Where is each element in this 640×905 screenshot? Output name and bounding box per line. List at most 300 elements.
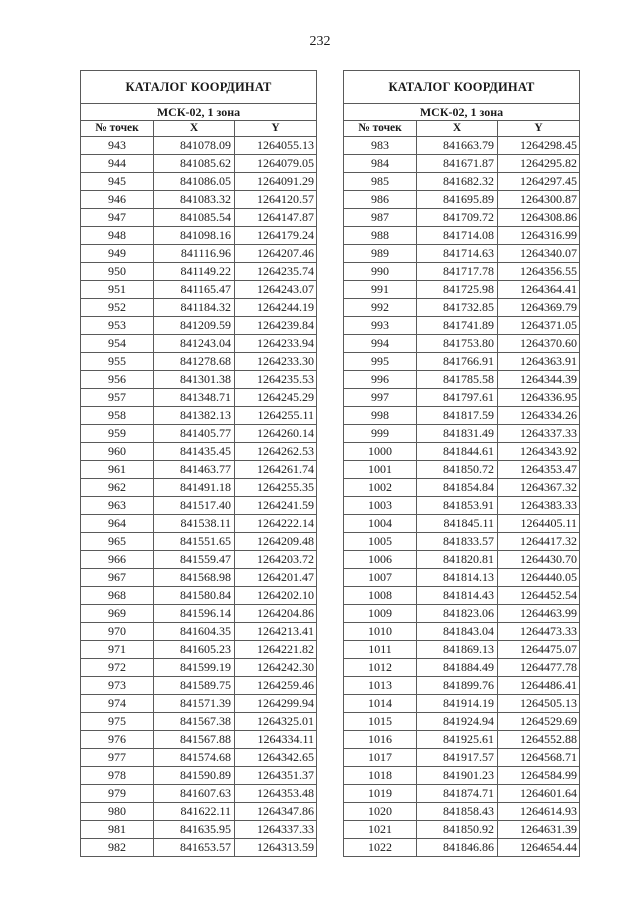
y-coordinate-cell: 1264325.01 bbox=[235, 713, 317, 731]
point-number-cell: 979 bbox=[81, 785, 154, 803]
y-coordinate-cell: 1264440.05 bbox=[498, 569, 580, 587]
coordinate-zone: МСК-02, 1 зона bbox=[81, 104, 317, 121]
y-coordinate-cell: 1264261.74 bbox=[235, 461, 317, 479]
x-coordinate-cell: 841574.68 bbox=[154, 749, 235, 767]
x-coordinate-cell: 841844.61 bbox=[417, 443, 498, 461]
x-coordinate-cell: 841622.11 bbox=[154, 803, 235, 821]
column-header-x: X bbox=[417, 121, 498, 137]
point-number-cell: 987 bbox=[344, 209, 417, 227]
point-number-cell: 943 bbox=[81, 137, 154, 155]
table-row bbox=[344, 749, 580, 767]
y-coordinate-cell: 1264241.59 bbox=[235, 497, 317, 515]
x-coordinate-cell: 841753.80 bbox=[417, 335, 498, 353]
x-coordinate-cell: 841831.49 bbox=[417, 425, 498, 443]
y-coordinate-cell: 1264337.33 bbox=[498, 425, 580, 443]
y-coordinate-cell: 1264417.32 bbox=[498, 533, 580, 551]
x-coordinate-cell: 841605.23 bbox=[154, 641, 235, 659]
table-body bbox=[344, 137, 580, 857]
x-coordinate-cell: 841850.92 bbox=[417, 821, 498, 839]
table-row bbox=[344, 695, 580, 713]
point-number-cell: 944 bbox=[81, 155, 154, 173]
table-row bbox=[344, 191, 580, 209]
point-number-cell: 974 bbox=[81, 695, 154, 713]
table-row bbox=[81, 299, 317, 317]
point-number-cell: 949 bbox=[81, 245, 154, 263]
table-row bbox=[81, 677, 317, 695]
table-row bbox=[81, 515, 317, 533]
x-coordinate-cell: 841567.88 bbox=[154, 731, 235, 749]
x-coordinate-cell: 841853.91 bbox=[417, 497, 498, 515]
table-row bbox=[81, 713, 317, 731]
table-row bbox=[81, 407, 317, 425]
table-row bbox=[344, 497, 580, 515]
point-number-cell: 954 bbox=[81, 335, 154, 353]
x-coordinate-cell: 841463.77 bbox=[154, 461, 235, 479]
y-coordinate-cell: 1264204.86 bbox=[235, 605, 317, 623]
x-coordinate-cell: 841567.38 bbox=[154, 713, 235, 731]
point-number-cell: 983 bbox=[344, 137, 417, 155]
y-coordinate-cell: 1264351.37 bbox=[235, 767, 317, 785]
point-number-cell: 967 bbox=[81, 569, 154, 587]
table-row bbox=[344, 353, 580, 371]
x-coordinate-cell: 841083.32 bbox=[154, 191, 235, 209]
point-number-cell: 957 bbox=[81, 389, 154, 407]
y-coordinate-cell: 1264342.65 bbox=[235, 749, 317, 767]
table-row bbox=[344, 407, 580, 425]
point-number-cell: 1009 bbox=[344, 605, 417, 623]
x-coordinate-cell: 841559.47 bbox=[154, 551, 235, 569]
y-coordinate-cell: 1264235.74 bbox=[235, 263, 317, 281]
y-coordinate-cell: 1264364.41 bbox=[498, 281, 580, 299]
point-number-cell: 1015 bbox=[344, 713, 417, 731]
x-coordinate-cell: 841599.19 bbox=[154, 659, 235, 677]
point-number-cell: 1004 bbox=[344, 515, 417, 533]
x-coordinate-cell: 841846.86 bbox=[417, 839, 498, 857]
table-row bbox=[81, 767, 317, 785]
y-coordinate-cell: 1264262.53 bbox=[235, 443, 317, 461]
x-coordinate-cell: 841580.84 bbox=[154, 587, 235, 605]
point-number-cell: 959 bbox=[81, 425, 154, 443]
column-header-y: Y bbox=[498, 121, 580, 137]
x-coordinate-cell: 841538.11 bbox=[154, 515, 235, 533]
point-number-cell: 1012 bbox=[344, 659, 417, 677]
x-coordinate-cell: 841098.16 bbox=[154, 227, 235, 245]
point-number-cell: 988 bbox=[344, 227, 417, 245]
x-coordinate-cell: 841717.78 bbox=[417, 263, 498, 281]
coordinate-catalog-table bbox=[343, 70, 580, 857]
table-row bbox=[81, 335, 317, 353]
table-row bbox=[344, 263, 580, 281]
table-row bbox=[344, 659, 580, 677]
point-number-cell: 960 bbox=[81, 443, 154, 461]
point-number-cell: 980 bbox=[81, 803, 154, 821]
table-row bbox=[81, 803, 317, 821]
x-coordinate-cell: 841874.71 bbox=[417, 785, 498, 803]
point-number-cell: 1007 bbox=[344, 569, 417, 587]
x-coordinate-cell: 841348.71 bbox=[154, 389, 235, 407]
table-row bbox=[81, 641, 317, 659]
x-coordinate-cell: 841820.81 bbox=[417, 551, 498, 569]
table-row bbox=[81, 623, 317, 641]
y-coordinate-cell: 1264383.33 bbox=[498, 497, 580, 515]
point-number-cell: 969 bbox=[81, 605, 154, 623]
y-coordinate-cell: 1264233.30 bbox=[235, 353, 317, 371]
x-coordinate-cell: 841086.05 bbox=[154, 173, 235, 191]
y-coordinate-cell: 1264367.32 bbox=[498, 479, 580, 497]
table-row bbox=[344, 767, 580, 785]
point-number-cell: 951 bbox=[81, 281, 154, 299]
table-row bbox=[81, 425, 317, 443]
y-coordinate-cell: 1264371.05 bbox=[498, 317, 580, 335]
table-row bbox=[81, 461, 317, 479]
table-row bbox=[344, 443, 580, 461]
point-number-cell: 993 bbox=[344, 317, 417, 335]
y-coordinate-cell: 1264356.55 bbox=[498, 263, 580, 281]
x-coordinate-cell: 841695.89 bbox=[417, 191, 498, 209]
table-row bbox=[81, 497, 317, 515]
table-row bbox=[81, 731, 317, 749]
table-row bbox=[344, 317, 580, 335]
x-coordinate-cell: 841854.84 bbox=[417, 479, 498, 497]
x-coordinate-cell: 841914.19 bbox=[417, 695, 498, 713]
x-coordinate-cell: 841663.79 bbox=[417, 137, 498, 155]
y-coordinate-cell: 1264260.14 bbox=[235, 425, 317, 443]
x-coordinate-cell: 841917.57 bbox=[417, 749, 498, 767]
y-coordinate-cell: 1264337.33 bbox=[235, 821, 317, 839]
point-number-cell: 955 bbox=[81, 353, 154, 371]
y-coordinate-cell: 1264463.99 bbox=[498, 605, 580, 623]
x-coordinate-cell: 841301.38 bbox=[154, 371, 235, 389]
catalog-title: КАТАЛОГ КООРДИНАТ bbox=[81, 71, 317, 104]
x-coordinate-cell: 841078.09 bbox=[154, 137, 235, 155]
table-row bbox=[344, 731, 580, 749]
table-row bbox=[81, 443, 317, 461]
x-coordinate-cell: 841209.59 bbox=[154, 317, 235, 335]
y-coordinate-cell: 1264299.94 bbox=[235, 695, 317, 713]
table-row bbox=[344, 371, 580, 389]
y-coordinate-cell: 1264568.71 bbox=[498, 749, 580, 767]
x-coordinate-cell: 841589.75 bbox=[154, 677, 235, 695]
x-coordinate-cell: 841814.43 bbox=[417, 587, 498, 605]
point-number-cell: 1017 bbox=[344, 749, 417, 767]
table-row bbox=[81, 605, 317, 623]
y-coordinate-cell: 1264120.57 bbox=[235, 191, 317, 209]
point-number-cell: 964 bbox=[81, 515, 154, 533]
column-header-y: Y bbox=[235, 121, 317, 137]
catalog-title: КАТАЛОГ КООРДИНАТ bbox=[344, 71, 580, 104]
y-coordinate-cell: 1264297.45 bbox=[498, 173, 580, 191]
y-coordinate-cell: 1264369.79 bbox=[498, 299, 580, 317]
table-row bbox=[81, 227, 317, 245]
point-number-cell: 1003 bbox=[344, 497, 417, 515]
point-number-cell: 948 bbox=[81, 227, 154, 245]
x-coordinate-cell: 841924.94 bbox=[417, 713, 498, 731]
point-number-cell: 968 bbox=[81, 587, 154, 605]
table-row bbox=[344, 245, 580, 263]
y-coordinate-cell: 1264308.86 bbox=[498, 209, 580, 227]
table-row bbox=[81, 821, 317, 839]
table-row bbox=[344, 173, 580, 191]
point-number-cell: 958 bbox=[81, 407, 154, 425]
y-coordinate-cell: 1264295.82 bbox=[498, 155, 580, 173]
column-header-x: X bbox=[154, 121, 235, 137]
point-number-cell: 1011 bbox=[344, 641, 417, 659]
x-coordinate-cell: 841925.61 bbox=[417, 731, 498, 749]
x-coordinate-cell: 841517.40 bbox=[154, 497, 235, 515]
table-row bbox=[344, 587, 580, 605]
point-number-cell: 990 bbox=[344, 263, 417, 281]
y-coordinate-cell: 1264242.30 bbox=[235, 659, 317, 677]
y-coordinate-cell: 1264221.82 bbox=[235, 641, 317, 659]
x-coordinate-cell: 841184.32 bbox=[154, 299, 235, 317]
table-row bbox=[81, 155, 317, 173]
y-coordinate-cell: 1264209.48 bbox=[235, 533, 317, 551]
point-number-cell: 982 bbox=[81, 839, 154, 857]
y-coordinate-cell: 1264353.47 bbox=[498, 461, 580, 479]
y-coordinate-cell: 1264505.13 bbox=[498, 695, 580, 713]
point-number-cell: 999 bbox=[344, 425, 417, 443]
y-coordinate-cell: 1264334.26 bbox=[498, 407, 580, 425]
point-number-cell: 971 bbox=[81, 641, 154, 659]
x-coordinate-cell: 841116.96 bbox=[154, 245, 235, 263]
point-number-cell: 962 bbox=[81, 479, 154, 497]
table-row bbox=[344, 299, 580, 317]
y-coordinate-cell: 1264079.05 bbox=[235, 155, 317, 173]
y-coordinate-cell: 1264477.78 bbox=[498, 659, 580, 677]
point-number-cell: 970 bbox=[81, 623, 154, 641]
y-coordinate-cell: 1264201.47 bbox=[235, 569, 317, 587]
point-number-cell: 1010 bbox=[344, 623, 417, 641]
table-row bbox=[344, 551, 580, 569]
point-number-cell: 1001 bbox=[344, 461, 417, 479]
y-coordinate-cell: 1264473.33 bbox=[498, 623, 580, 641]
table-row bbox=[81, 479, 317, 497]
point-number-cell: 1014 bbox=[344, 695, 417, 713]
x-coordinate-cell: 841833.57 bbox=[417, 533, 498, 551]
y-coordinate-cell: 1264255.35 bbox=[235, 479, 317, 497]
point-number-cell: 1016 bbox=[344, 731, 417, 749]
table-row bbox=[81, 353, 317, 371]
x-coordinate-cell: 841741.89 bbox=[417, 317, 498, 335]
x-coordinate-cell: 841884.49 bbox=[417, 659, 498, 677]
y-coordinate-cell: 1264239.84 bbox=[235, 317, 317, 335]
x-coordinate-cell: 841243.04 bbox=[154, 335, 235, 353]
y-coordinate-cell: 1264344.39 bbox=[498, 371, 580, 389]
point-number-cell: 961 bbox=[81, 461, 154, 479]
x-coordinate-cell: 841085.62 bbox=[154, 155, 235, 173]
x-coordinate-cell: 841604.35 bbox=[154, 623, 235, 641]
table-row bbox=[81, 317, 317, 335]
x-coordinate-cell: 841405.77 bbox=[154, 425, 235, 443]
table-body bbox=[81, 137, 317, 857]
x-coordinate-cell: 841590.89 bbox=[154, 767, 235, 785]
point-number-cell: 981 bbox=[81, 821, 154, 839]
point-number-cell: 1022 bbox=[344, 839, 417, 857]
y-coordinate-cell: 1264245.29 bbox=[235, 389, 317, 407]
point-number-cell: 998 bbox=[344, 407, 417, 425]
y-coordinate-cell: 1264316.99 bbox=[498, 227, 580, 245]
y-coordinate-cell: 1264631.39 bbox=[498, 821, 580, 839]
y-coordinate-cell: 1264452.54 bbox=[498, 587, 580, 605]
x-coordinate-cell: 841149.22 bbox=[154, 263, 235, 281]
y-coordinate-cell: 1264601.64 bbox=[498, 785, 580, 803]
y-coordinate-cell: 1264179.24 bbox=[235, 227, 317, 245]
x-coordinate-cell: 841607.63 bbox=[154, 785, 235, 803]
point-number-cell: 950 bbox=[81, 263, 154, 281]
y-coordinate-cell: 1264405.11 bbox=[498, 515, 580, 533]
y-coordinate-cell: 1264313.59 bbox=[235, 839, 317, 857]
y-coordinate-cell: 1264614.93 bbox=[498, 803, 580, 821]
page-number: 232 bbox=[309, 34, 331, 49]
table-row bbox=[344, 803, 580, 821]
point-number-cell: 986 bbox=[344, 191, 417, 209]
table-row bbox=[344, 425, 580, 443]
table-row bbox=[81, 569, 317, 587]
table-row bbox=[81, 191, 317, 209]
table-row bbox=[344, 209, 580, 227]
y-coordinate-cell: 1264654.44 bbox=[498, 839, 580, 857]
column-header-point-number: № точек bbox=[344, 121, 417, 137]
point-number-cell: 984 bbox=[344, 155, 417, 173]
table-row bbox=[344, 641, 580, 659]
point-number-cell: 947 bbox=[81, 209, 154, 227]
x-coordinate-cell: 841858.43 bbox=[417, 803, 498, 821]
point-number-cell: 945 bbox=[81, 173, 154, 191]
table-row bbox=[344, 335, 580, 353]
table-row bbox=[344, 461, 580, 479]
point-number-cell: 966 bbox=[81, 551, 154, 569]
y-coordinate-cell: 1264222.14 bbox=[235, 515, 317, 533]
point-number-cell: 972 bbox=[81, 659, 154, 677]
point-number-cell: 977 bbox=[81, 749, 154, 767]
x-coordinate-cell: 841843.04 bbox=[417, 623, 498, 641]
x-coordinate-cell: 841671.87 bbox=[417, 155, 498, 173]
y-coordinate-cell: 1264529.69 bbox=[498, 713, 580, 731]
table-row bbox=[344, 479, 580, 497]
y-coordinate-cell: 1264430.70 bbox=[498, 551, 580, 569]
point-number-cell: 1002 bbox=[344, 479, 417, 497]
point-number-cell: 1021 bbox=[344, 821, 417, 839]
point-number-cell: 1020 bbox=[344, 803, 417, 821]
table-row bbox=[344, 155, 580, 173]
x-coordinate-cell: 841085.54 bbox=[154, 209, 235, 227]
x-coordinate-cell: 841845.11 bbox=[417, 515, 498, 533]
y-coordinate-cell: 1264298.45 bbox=[498, 137, 580, 155]
x-coordinate-cell: 841653.57 bbox=[154, 839, 235, 857]
x-coordinate-cell: 841635.95 bbox=[154, 821, 235, 839]
y-coordinate-cell: 1264243.07 bbox=[235, 281, 317, 299]
y-coordinate-cell: 1264475.07 bbox=[498, 641, 580, 659]
y-coordinate-cell: 1264213.41 bbox=[235, 623, 317, 641]
x-coordinate-cell: 841278.68 bbox=[154, 353, 235, 371]
table-row bbox=[81, 209, 317, 227]
x-coordinate-cell: 841766.91 bbox=[417, 353, 498, 371]
table-row bbox=[344, 785, 580, 803]
x-coordinate-cell: 841165.47 bbox=[154, 281, 235, 299]
table-row bbox=[81, 281, 317, 299]
point-number-cell: 997 bbox=[344, 389, 417, 407]
y-coordinate-cell: 1264584.99 bbox=[498, 767, 580, 785]
y-coordinate-cell: 1264336.95 bbox=[498, 389, 580, 407]
table-row bbox=[81, 587, 317, 605]
x-coordinate-cell: 841682.32 bbox=[417, 173, 498, 191]
point-number-cell: 1008 bbox=[344, 587, 417, 605]
x-coordinate-cell: 841785.58 bbox=[417, 371, 498, 389]
table-row bbox=[81, 263, 317, 281]
y-coordinate-cell: 1264370.60 bbox=[498, 335, 580, 353]
point-number-cell: 996 bbox=[344, 371, 417, 389]
x-coordinate-cell: 841596.14 bbox=[154, 605, 235, 623]
point-number-cell: 953 bbox=[81, 317, 154, 335]
x-coordinate-cell: 841709.72 bbox=[417, 209, 498, 227]
table-row bbox=[344, 623, 580, 641]
table-row bbox=[344, 227, 580, 245]
x-coordinate-cell: 841435.45 bbox=[154, 443, 235, 461]
coordinate-zone: МСК-02, 1 зона bbox=[344, 104, 580, 121]
table-row bbox=[344, 713, 580, 731]
point-number-cell: 992 bbox=[344, 299, 417, 317]
y-coordinate-cell: 1264552.88 bbox=[498, 731, 580, 749]
y-coordinate-cell: 1264259.46 bbox=[235, 677, 317, 695]
x-coordinate-cell: 841732.85 bbox=[417, 299, 498, 317]
point-number-cell: 985 bbox=[344, 173, 417, 191]
x-coordinate-cell: 841869.13 bbox=[417, 641, 498, 659]
point-number-cell: 989 bbox=[344, 245, 417, 263]
table-row bbox=[81, 551, 317, 569]
y-coordinate-cell: 1264334.11 bbox=[235, 731, 317, 749]
x-coordinate-cell: 841901.23 bbox=[417, 767, 498, 785]
table-row bbox=[81, 389, 317, 407]
table-row bbox=[344, 605, 580, 623]
point-number-cell: 976 bbox=[81, 731, 154, 749]
y-coordinate-cell: 1264207.46 bbox=[235, 245, 317, 263]
table-row bbox=[344, 839, 580, 857]
table-row bbox=[344, 677, 580, 695]
table-row bbox=[81, 839, 317, 857]
point-number-cell: 946 bbox=[81, 191, 154, 209]
point-number-cell: 1019 bbox=[344, 785, 417, 803]
y-coordinate-cell: 1264486.41 bbox=[498, 677, 580, 695]
table-row bbox=[81, 659, 317, 677]
x-coordinate-cell: 841714.63 bbox=[417, 245, 498, 263]
x-coordinate-cell: 841491.18 bbox=[154, 479, 235, 497]
x-coordinate-cell: 841823.06 bbox=[417, 605, 498, 623]
x-coordinate-cell: 841899.76 bbox=[417, 677, 498, 695]
point-number-cell: 963 bbox=[81, 497, 154, 515]
table-row bbox=[344, 137, 580, 155]
point-number-cell: 1000 bbox=[344, 443, 417, 461]
x-coordinate-cell: 841551.65 bbox=[154, 533, 235, 551]
point-number-cell: 952 bbox=[81, 299, 154, 317]
y-coordinate-cell: 1264202.10 bbox=[235, 587, 317, 605]
table-row bbox=[344, 821, 580, 839]
x-coordinate-cell: 841817.59 bbox=[417, 407, 498, 425]
table-row bbox=[344, 515, 580, 533]
table-row bbox=[81, 371, 317, 389]
point-number-cell: 1006 bbox=[344, 551, 417, 569]
point-number-cell: 956 bbox=[81, 371, 154, 389]
point-number-cell: 973 bbox=[81, 677, 154, 695]
coordinate-catalog-table bbox=[80, 70, 317, 857]
table-row bbox=[81, 749, 317, 767]
column-header-point-number: № точек bbox=[81, 121, 154, 137]
y-coordinate-cell: 1264353.48 bbox=[235, 785, 317, 803]
point-number-cell: 975 bbox=[81, 713, 154, 731]
point-number-cell: 1013 bbox=[344, 677, 417, 695]
table-row bbox=[81, 695, 317, 713]
point-number-cell: 994 bbox=[344, 335, 417, 353]
y-coordinate-cell: 1264055.13 bbox=[235, 137, 317, 155]
